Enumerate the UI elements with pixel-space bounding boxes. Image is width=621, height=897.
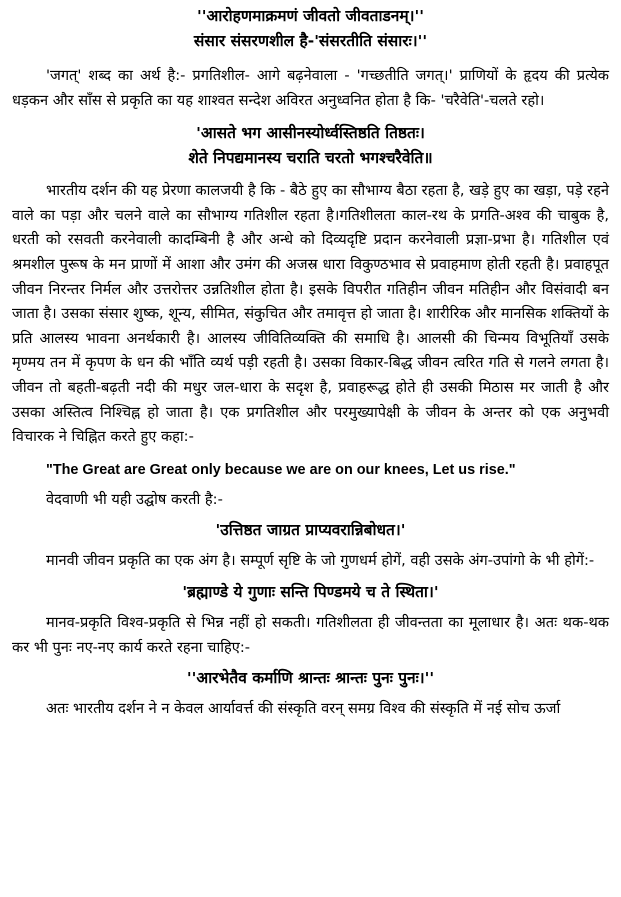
paragraph-3: वेदवाणी भी यही उद्घोष करती है:-	[46, 490, 223, 508]
verse-1-line-1: ''आरोहणमाक्रमणं जीवतो जीवताडनम्।''	[196, 7, 425, 25]
english-quote: "The Great are Great only because we are on our knees, Let us rise."	[46, 461, 516, 478]
verse-5: ''आरभेतैव कर्माणि श्रान्तः श्रान्तः पुनः पुनः।''	[186, 669, 435, 688]
paragraph-5: मानव-प्रकृति विश्व-प्रकृति से भिन्न नहीं हो सकती। गतिशीलता ही जीवन्तता का मूलाधार है। अतः थक-थक कर भी पुनः नए-नए कार्य करते रहना चाहिए:-	[12, 613, 609, 656]
verse-3: 'उत्तिष्ठत जाग्रत प्राप्यवरान्निबोधत।'	[215, 521, 406, 540]
paragraph-2: भारतीय दर्शन की यह प्रेरणा कालजयी है कि - बैठे हुए का सौभाग्य बैठा रहता है, खड़े हुए का खड़ा, पड़े रहने वाले का पड़ा और चलने वाले का सौभाग्य गतिशील रहता है।गतिशीलता काल-रथ के प्रगति-अश्व की चाबुक है, धरती को रसवती करनेवाली कादम्बिनी है और अन्धे को दिव्यदृष्टि प्रदान करनेवाली प्रज्ञा-प्रभा है। गतिशील एवं श्रमशील पुरूष के मन प्राणों में आशा और उमंग की अजस्र धारा विकुण्ठभाव से प्रवाहमाण होती रहती है। प्रवाहपूत जीवन निरन्तर निर्मल और उत्तरोत्तर उन्नतिशील होता है। इसके विपरीत गतिहीन जीवन मतिहीन और विसंवादी बन जाता है। उसका संसार शुष्क, शून्य, सीमित, संकुचित और तमावृत्त हो जाता है। शारीरिक और मानसिक शक्तियों के प्रति आलस्य भावना अनर्थकारी है। आलस्य जीवितिव्यक्ति की समाधि है। आलसी की चिन्मय विभूतियाँ उसके मृण्मय तन में कृपण के धन की भाँति व्यर्थ पड़ी रहती है। उसका विकार-बिद्ध जीवन त्वरित गति से गलने लगता है। जीवन तो बहती-बढ़ती नदी की मधुर जल-धारा के सदृश है, प्रवाहरूद्ध होते ही उसकी मिठास मर जाती है और उसका अस्तित्व निश्चिह्न हो जाता है। एक प्रगतिशील और परमुख्यापेक्षी के जीवन के अन्तर को एक अनुभवी विचारक ने चिह्नित करते हुए कहा:-	[12, 182, 609, 446]
verse-4: 'ब्रह्माण्डे ये गुणाः सन्ति पिण्डमये च ते स्थिता।'	[182, 582, 439, 601]
paragraph-4: मानवी जीवन प्रकृति का एक अंग है। सम्पूर्ण सृष्टि के जो गुणधर्म होगें, वही उसके अंग-उपांगो के भी होगें:-	[46, 552, 595, 570]
verse-1-line-2: संसार संसरणशील है-'संसरतीति संसारः।''	[193, 32, 428, 50]
verse-2-line-2: शेते निपद्यमानस्य चराति चरतो भगश्चरैवेति॥	[188, 149, 433, 168]
verse-2-line-1: 'आसते भग आसीनस्योर्ध्वस्तिष्ठति तिष्ठतः।	[196, 124, 425, 143]
paragraph-1: 'जगत्' शब्द का अर्थ है:- प्रगतिशील- आगे बढ़नेवाला - 'गच्छतीति जगत्।' प्राणियों के हृदय की प्रत्येक धड़कन और साँस से प्रकृति का यह शाश्वत सन्देश अविरत अनुध्वनित होता है कि- 'चरैवेति'-चलते रहो।	[12, 67, 609, 109]
paragraph-6: अतः भारतीय दर्शन ने न केवल आर्यावर्त्त की संस्कृति वरन् समग्र विश्व की संस्कृति में नई सोच ऊर्जा	[46, 700, 561, 718]
